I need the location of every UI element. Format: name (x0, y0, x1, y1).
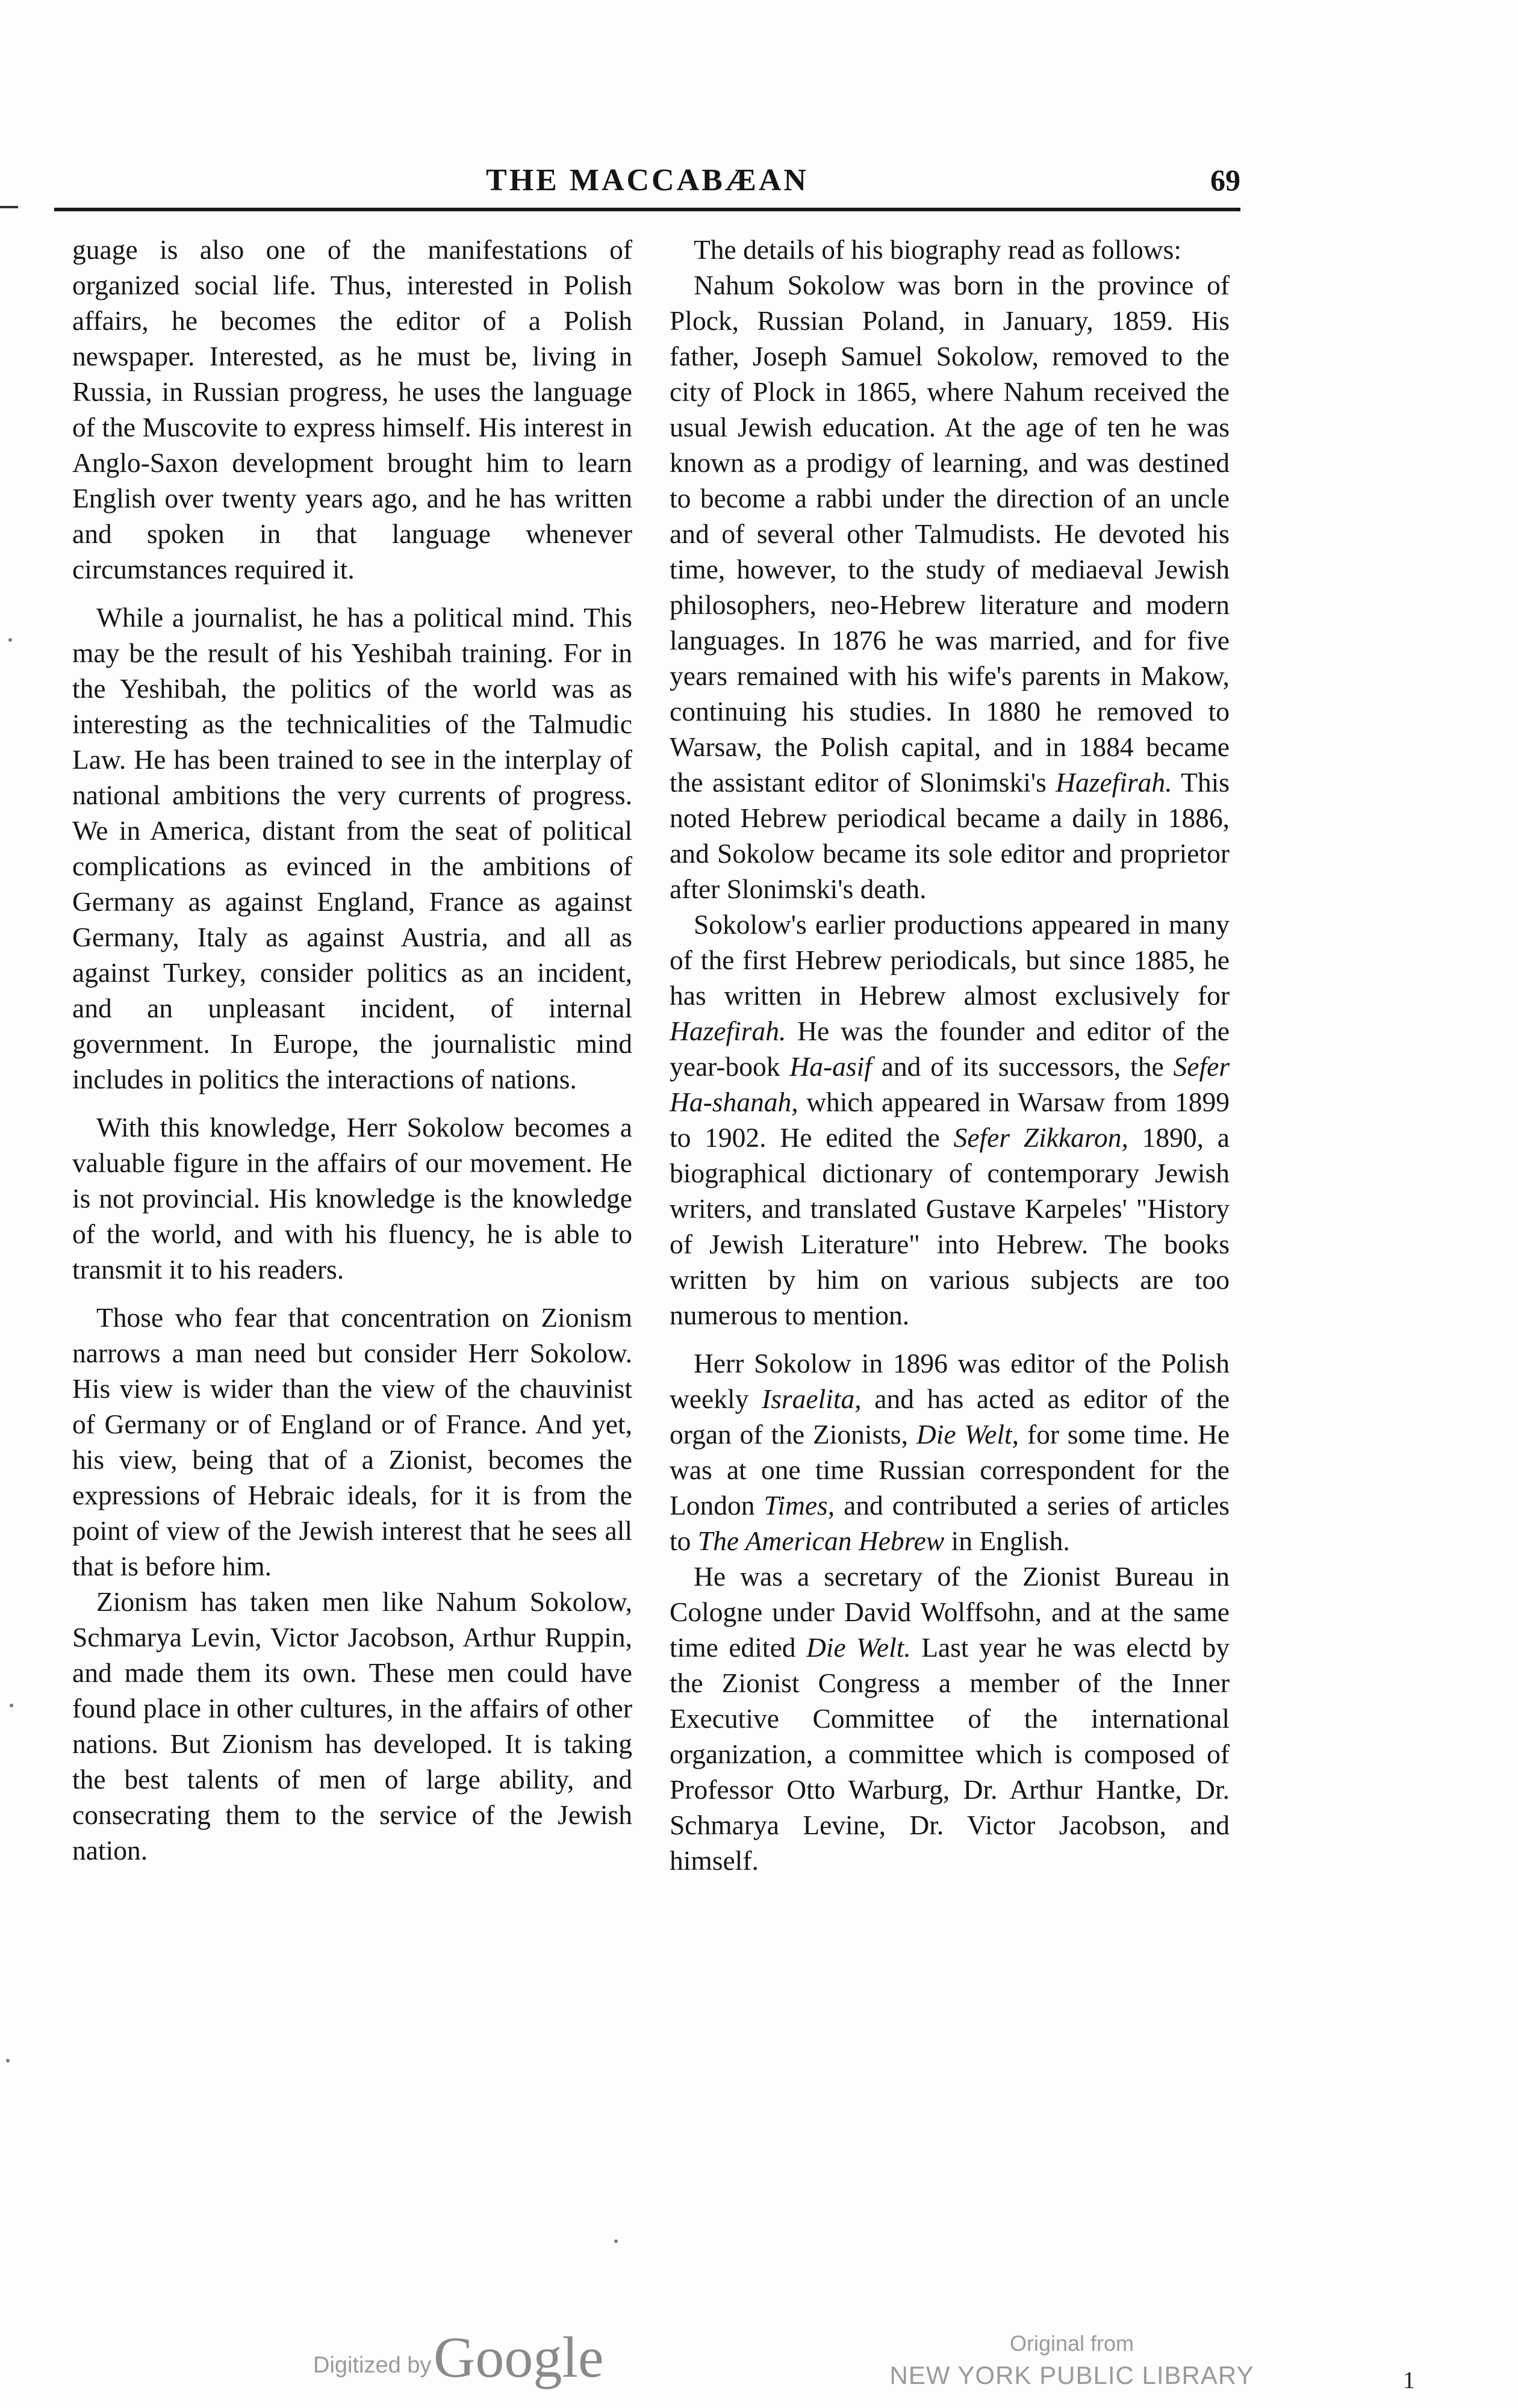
digitized-by-google-watermark (313, 2324, 626, 2396)
periodical-title: Times, (764, 1490, 835, 1521)
left-column (72, 232, 632, 1868)
text-run: and of its successors, the (881, 1051, 1164, 1082)
text-run: Sokolow's earlier productions appeared in many of the first Hebrew periodicals, but since 1885, he has written in Hebrew almost exclusively for (670, 909, 1230, 1011)
paragraph (670, 1559, 1230, 1878)
text-run: He was the founder and editor of the year-book (670, 1016, 1230, 1082)
running-title: THE MACCABÆAN (486, 163, 809, 197)
paragraph (670, 267, 1230, 907)
text-run: in English. (951, 1525, 1070, 1556)
text-run: Last year he was electd by the Zionist Congress a member of the Inner Executive Committee of the international organization, a committee which is composed of Professor Otto Warburg, Dr. Arthur Hantke, Dr. Schmarya Levine, Dr. Victor Jacobson, and himself. (670, 1632, 1230, 1876)
text-run: and has acted as editor of the organ of the Zionists, (670, 1383, 1230, 1450)
paragraph: Those who fear that concentration on Zionism narrows a man need but consider Herr Sokolow. His view is wider than the view of the chauvinist of Germany or of England or of France. And yet, his view, being that of a Zionist, becomes the expressions of Hebraic ideals, for it is from the point of view of the Jewish interest that he sees all that is before him. (72, 1302, 632, 1581)
original-from-label: Original from (1009, 2331, 1134, 2356)
text-run: He was a secretary of the Zionist Bureau in Cologne under David Wolffsohn, and at the same time edited (670, 1561, 1230, 1663)
periodical-title: Sefer Zikkaron, (953, 1122, 1128, 1153)
periodical-title: Israelita, (762, 1383, 862, 1414)
original-from-watermark (885, 2329, 1258, 2392)
text-run: 1890, a biographical dictionary of contemporary Jewish writers, and translated Gustave Karpeles' "History of Jewish Literature" into Hebrew. The books written by him on various subjects are too numerous to mention. (670, 1122, 1230, 1330)
periodical-title: Sefer Ha-shanah, (670, 1051, 1230, 1117)
paragraph: With this knowledge, Herr Sokolow becomes a valuable figure in the affairs of our movement. He is not provincial. His knowledge is the knowledge of the world, and with his fluency, he is able to transmit it to his readers. (72, 1112, 632, 1285)
periodical-title: The American Hebrew (697, 1525, 945, 1556)
paragraph (670, 1345, 1230, 1559)
text-run: Herr Sokolow in 1896 was editor of the Polish weekly (670, 1348, 1230, 1414)
margin-tick (0, 206, 18, 208)
paragraph: Zionism has taken men like Nahum Sokolow, Schmarya Levin, Victor Jacobson, Arthur Ruppin, and made them its own. These men could have found place in other cultures, in the affairs of other nations. But Zionism has developed. It is taking the best talents of men of large ability, and consecrating them to the service of the Jewish nation. (72, 1586, 632, 1866)
header-rule (54, 208, 1240, 211)
page-number: 69 (1210, 163, 1240, 197)
library-name: NEW YORK PUBLIC LIBRARY (889, 2361, 1254, 2389)
text-run: which appeared in Warsaw from 1899 to 1902. He edited the (670, 1087, 1230, 1153)
right-column (670, 232, 1230, 1878)
scan-speck (6, 2059, 10, 2062)
text-run: This noted Hebrew periodical became a daily in 1886, and Sokolow became its sole editor and proprietor after Slonimski's death. (670, 767, 1230, 904)
text-run: Nahum Sokolow was born in the province of Plock, Russian Poland, in January, 1859. His father, Joseph Samuel Sokolow, removed to the city of Plock in 1865, where Nahum received the usual Jewish education. At the age of ten he was known as a prodigy of learning, and was destined to become a rabbi under the direction of an uncle and of several other Talmudists. He devoted his time, however, to the study of mediaeval Jewish philosophers, neo-Hebrew literature and modern languages. In 1876 he was married, and for five years remained with his wife's parents in Makow, continuing his studies. In 1880 he removed to Warsaw, the Polish capital, and in 1884 became the assistant editor of Slonimski's (670, 270, 1230, 798)
periodical-title: Hazefirah. (670, 1016, 786, 1046)
paragraph: The details of his biography read as follows: (694, 234, 1181, 265)
scan-speck (8, 638, 12, 642)
text-run: for some time. He was at one time Russian correspondent for the London (670, 1419, 1230, 1521)
page-header (54, 163, 1240, 211)
scan-speck (614, 2239, 618, 2243)
periodical-title: Die Welt. (806, 1632, 911, 1663)
periodical-title: Hazefirah. (1056, 767, 1172, 798)
digitized-by-label: Digitized by (313, 2353, 432, 2378)
scan-speck (10, 1704, 13, 1707)
periodical-title: Die Welt, (916, 1419, 1019, 1450)
text-run: and contributed a series of articles to (670, 1490, 1230, 1556)
google-logo: Google (434, 2325, 604, 2389)
paragraph (670, 907, 1230, 1333)
corner-mark: 1 (1403, 2366, 1415, 2394)
periodical-title: Ha-asif (789, 1051, 872, 1082)
paragraph: While a journalist, he has a political mind. This may be the result of his Yeshibah training. For in the Yeshibah, the politics of the world was as interesting as the technicalities of the Talmudic Law. He has been trained to see in the interplay of national ambitions the very currents of progress. We in America, distant from the seat of political complications as evinced in the ambitions of Germany as against England, France as against Germany, Italy as against Austria, and all as against Turkey, consider politics as an incident, and an unpleasant incident, of internal government. In Europe, the journalistic mind includes in politics the interactions of nations. (72, 602, 632, 1094)
paragraph: guage is also one of the manifestations of organized social life. Thus, interested in Polish affairs, he becomes the editor of a Polish newspaper. Interested, as he must be, living in Russia, in Russian progress, he uses the language of the Muscovite to express himself. His interest in Anglo-Saxon development brought him to learn English over twenty years ago, and he has written and spoken in that language whenever circumstances required it. (72, 234, 632, 585)
